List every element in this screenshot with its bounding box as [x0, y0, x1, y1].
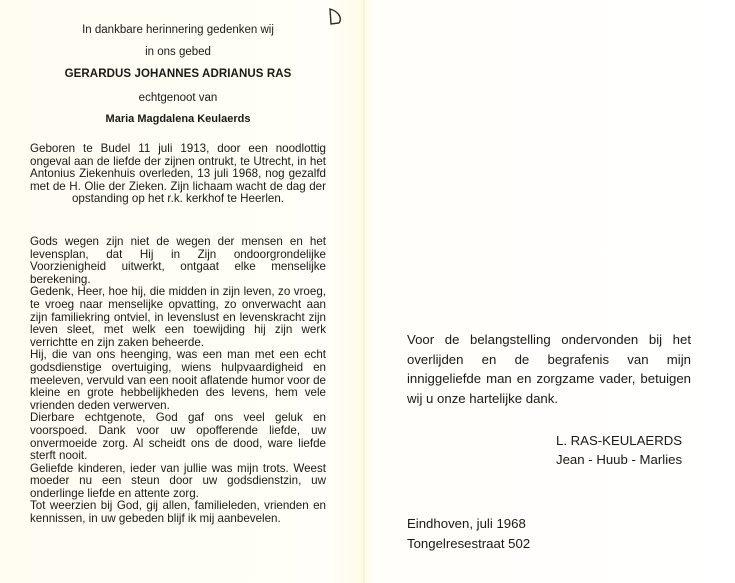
signature-children: Jean - Huub - Marlies [556, 452, 683, 467]
paragraph-heenging: Hij, die van ons heenging, was een man met een echt godsdienstige overtuiging, wiens hulpvaardigheid en meeleven, vervuld van een nooit aflatende humor voor de kleine en grote hebbelijkheden des levens, hem vele vrienden deden verwerven. [30, 348, 326, 412]
relation-text: echtgenoot van [138, 92, 218, 104]
paragraph-kinderen: Geliefde kinderen, ieder van jullie was mijn trots. Weest moeder nu een steun door uw godsdienstzin, uw onderlinge liefde en attente zorg. [30, 461, 326, 500]
handwritten-d-icon [327, 7, 343, 27]
address: Tongelresestraat 502 [407, 536, 531, 551]
fold-line [363, 0, 365, 583]
signature-family-name: L. RAS-KEULAERDS [556, 433, 683, 448]
intro-line-2: in ons gebed [145, 46, 211, 58]
paragraph-echtgenote: Dierbare echtgenote, God gaf ons veel geluk en voorspoed. Dank voor uw opofferende liefde, uw onvermoeide zorg. Al scheidt ons de dood, ware liefde sterft nooit. [30, 411, 326, 463]
paragraph-gedenk: Gedenk, Heer, hoe hij, die midden in zijn leven, zo vroeg, te vroeg naar menselijke opvatting, zo onverwacht aan zijn familiekring ontviel, in levenslust en levenskracht zijn leven sleet, met welk een toewijding hij zijn werk verrichtte en zijn zaken beheerde. [30, 285, 326, 349]
place-date: Eindhoven, juli 1968 [407, 516, 526, 531]
biography-paragraph: Geboren te Budel 11 juli 1913, door een noodlottig ongeval aan de liefde der zijnen ontrukt, te Utrecht, in het Antonius Ziekenhuis overleden, 13 juli 1968, nog gezalfd met de H. Olie der Zieken. Zijn lichaam wacht de dag der opstanding op het r.k. kerkhof te Heerlen. [30, 142, 326, 206]
intro-line-1: In dankbare herinnering gedenken wij [82, 24, 274, 36]
spouse-name: Maria Magdalena Keulaerds [105, 113, 251, 125]
handwritten-mark [327, 7, 343, 27]
paragraph-weerzien: Tot weerzien bij God, gij allen, familieleden, vrienden en kennissen, in uw gebeden blijf ik mij aanbevelen. [30, 499, 326, 526]
deceased-name: GERARDUS JOHANNES ADRIANUS RAS [64, 68, 292, 80]
prayer-text [30, 236, 326, 526]
paragraph-gods-wegen: Gods wegen zijn niet de wegen der mensen en het levensplan, dat Hij in Zijn ondoorgrondelijke Voorzienigheid uitwerkt, ontgaat elke menselijke berekening. [30, 235, 326, 286]
thanks-text: Voor de belangstelling ondervonden bij het overlijden en de begrafenis van mijn inniggeliefde man en zorgzame vader, betuigen wij u onze hartelijke dank. [407, 332, 691, 406]
